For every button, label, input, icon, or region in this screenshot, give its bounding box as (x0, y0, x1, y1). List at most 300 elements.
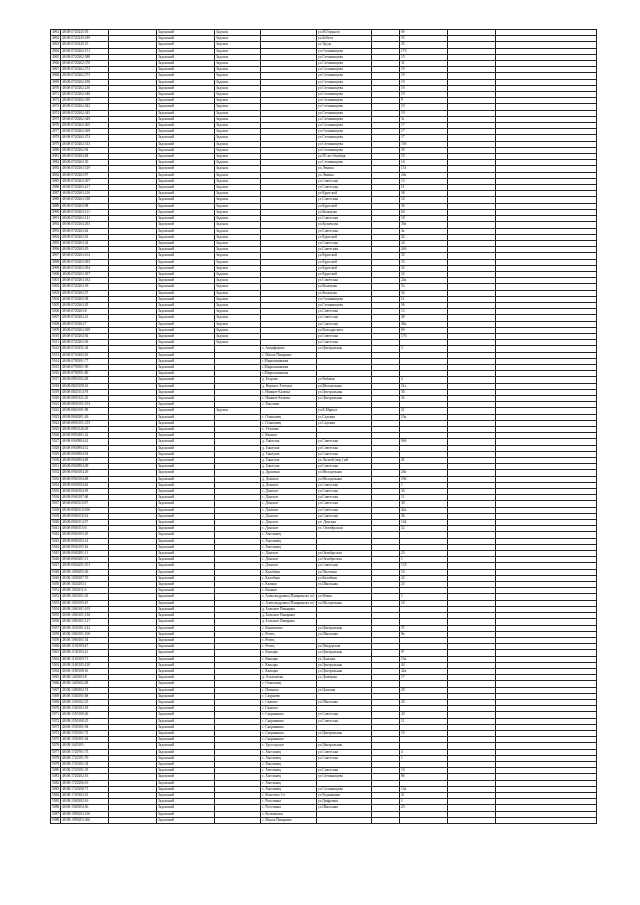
table-body (51, 30, 597, 824)
table-cell: Задонский (157, 451, 215, 457)
table-cell: ул.Степанищева (317, 98, 372, 104)
table-cell: ул.Степанищева (317, 92, 372, 98)
table-cell: Задонск (215, 247, 261, 253)
table-cell: ул.Крупской (317, 259, 372, 265)
table-cell: ул.Рябовая (317, 377, 372, 383)
table-cell: 48:08:0720263:397 (61, 271, 109, 277)
table-cell: 48:08:0720263:102 (61, 253, 109, 259)
table-cell: Задонск (215, 30, 261, 36)
table-cell: ул.Школьная (317, 631, 372, 637)
table-cell: 48:08:1060101:103 (61, 606, 109, 612)
table-cell: 48:08:0940114:37 (61, 520, 109, 526)
table-cell: 48:08:0720262:388 (61, 54, 109, 60)
table-cell: 11 (400, 296, 448, 302)
table-cell: 5006 (52, 309, 60, 314)
table-cell: ул.Центральная (317, 743, 372, 749)
table-cell: Задонский (157, 30, 215, 36)
table-cell: ул.Степанищева (317, 48, 372, 54)
table-cell: Задонский (157, 594, 215, 600)
table-cell: 48:08:0720262:216 (61, 85, 109, 91)
table-cell: Задонский (157, 470, 215, 476)
table-cell: 69 (400, 30, 448, 36)
table-cell: 10а (400, 414, 448, 420)
table-cell: с. Калабино (261, 575, 317, 581)
table-cell: 10 (400, 730, 448, 736)
table-cell: 4977 (52, 129, 60, 134)
table-cell: 17 (400, 123, 448, 129)
table-cell: с. Хмелинец (261, 544, 317, 550)
table-cell: 29 (400, 147, 448, 153)
table-cell: 144 (400, 520, 448, 526)
table-cell: 25 (400, 42, 448, 48)
table-cell: 13 (400, 178, 448, 184)
table-cell: Задонский (157, 427, 215, 433)
table-cell: Задонский (157, 613, 215, 619)
table-cell: 5008 (52, 321, 60, 326)
table-cell: с.Мирошниковка (261, 371, 317, 377)
table-cell: Задонский (157, 358, 215, 364)
table-cell: Задонск (215, 166, 261, 172)
table-cell: с. Анциферово (261, 346, 317, 352)
table-cell: Задонск (215, 154, 261, 160)
table-cell: 48:08:1540101:68 (61, 693, 109, 699)
table-cell: 4979 (52, 141, 60, 146)
table-cell: ул.Советская (317, 333, 372, 339)
table-cell: 4974 (52, 110, 60, 115)
table-cell: 19 (400, 104, 448, 110)
table-cell: 48:08:1020203:1 (61, 582, 109, 588)
table-cell: 4991 (52, 216, 60, 221)
table-cell: Задонский (157, 383, 215, 389)
table-cell: Задонский (157, 768, 215, 774)
table-cell: 48:08:1550101:64 (61, 737, 109, 743)
table-cell: Задонский (157, 48, 215, 54)
table-cell: Задонский (157, 513, 215, 519)
table-cell: с.Мирошниковка (261, 358, 317, 364)
table-cell: ул.Центральная (317, 730, 372, 736)
table-cell: 48:08:1550100:25 (61, 718, 109, 724)
table-cell: Задонск (215, 147, 261, 153)
table-cell: Задонский (157, 371, 215, 377)
table-cell: 4981 (52, 154, 60, 159)
table-cell: с. Калабино (261, 569, 317, 575)
table-cell: 4966 (52, 61, 60, 66)
table-cell: с. Ольшанец (261, 414, 317, 420)
table-cell: ул.Труда (317, 42, 372, 48)
table-cell: ул.Бебеля (317, 36, 372, 42)
table-cell: 5078 (52, 755, 60, 760)
table-cell: д. Верхнее Хаттуки (261, 383, 317, 389)
table-cell: 5077 (52, 749, 60, 754)
table-cell: Задонский (157, 172, 215, 178)
table-cell: д. Гнилуша (261, 451, 317, 457)
table-cell: 48:08:0720331:34 (61, 346, 109, 352)
table-cell: д. Гнилуша (261, 445, 317, 451)
table-cell: ул.Молодежная (317, 470, 372, 476)
table-cell: 20 (400, 712, 448, 718)
table-cell: 1 (400, 799, 448, 805)
table-cell: Задонский (157, 780, 215, 786)
table-cell: Задонск (215, 116, 261, 122)
table-cell: 48:08:0720262:373 (61, 73, 109, 79)
table-cell: 48:08:0720263:30 (61, 160, 109, 166)
table-cell: 34 (400, 395, 448, 401)
table-cell: 1 (400, 594, 448, 600)
table-cell: ул.Советская (317, 321, 372, 327)
table-cell: Задонск (215, 104, 261, 110)
table-cell: 17а (400, 166, 448, 172)
table-cell: 48:08:0720262:342 (61, 104, 109, 110)
table-cell: 21 (400, 792, 448, 798)
table-cell: с. Хмелинец (261, 755, 317, 761)
table-cell: Задонский (157, 340, 215, 346)
table-cell: 17 (400, 675, 448, 681)
table-cell: Задонский (157, 476, 215, 482)
table-cell: 48:08:0820101:98 (61, 408, 109, 414)
table-cell: Задонский (157, 240, 215, 246)
table-cell: Задонск (215, 278, 261, 284)
table-cell: Задонский (157, 104, 215, 110)
table-cell: Задонский (157, 532, 215, 538)
table-cell: с. Донское (261, 551, 317, 557)
table-cell: Задонский (157, 520, 215, 526)
table-cell (317, 817, 372, 823)
table-cell: 5017 (52, 377, 60, 382)
table-cell: 5058 (52, 631, 60, 636)
table-cell: 20 (400, 687, 448, 693)
table-cell: Задонский (157, 209, 215, 215)
table-cell: Задонский (157, 73, 215, 79)
table-cell: Задонск (215, 185, 261, 191)
table-cell: ул.Степанищева (317, 54, 372, 60)
table-cell: Задонский (157, 420, 215, 426)
table-cell: 19 (400, 85, 448, 91)
table-cell: 4961 (52, 30, 60, 34)
table-cell: ул.Степанищева (317, 302, 372, 308)
table-cell: ул.Родниковая (317, 792, 372, 798)
table-cell: 48:08:1940302:16 (61, 799, 109, 805)
table-cell: Задонский (157, 693, 215, 699)
table-cell: 5046 (52, 557, 60, 562)
table-cell: 5066 (52, 681, 60, 686)
table-cell: ул.Советская (317, 563, 372, 569)
table-cell: Задонский (157, 377, 215, 383)
table-cell: 5079 (52, 761, 60, 766)
table-cell: Задонский (157, 197, 215, 203)
table-cell: Задонск (215, 42, 261, 48)
table-cell: с. Трусгодское (261, 743, 317, 749)
table-cell: с. Кузьмашки (261, 811, 317, 817)
table-cell: ул.Цонская (317, 687, 372, 693)
table-cell: 48:08:0940201:101 (61, 563, 109, 569)
table-cell: ул.Советская (317, 749, 372, 755)
table-cell: Задонский (157, 160, 215, 166)
table-cell: ул.Центральная (317, 389, 372, 395)
table-cell: 14 (400, 197, 448, 203)
table-cell: 41 (400, 458, 448, 464)
table-cell: ул.М.Горького (317, 30, 372, 36)
table-cell: 48:08:0940103:29 (61, 532, 109, 538)
table-cell: 4963 (52, 42, 60, 47)
table-cell: Задонск (215, 98, 261, 104)
table-cell: Задонский (157, 79, 215, 85)
table-cell: 96б (400, 439, 448, 445)
table-cell: 40 (400, 315, 448, 321)
table-cell: 24 (400, 240, 448, 246)
table-cell: 5084 (52, 792, 60, 797)
table-cell: 48:08:0720263:338 (61, 197, 109, 203)
table-cell: 48:08:1030101:142 (61, 625, 109, 631)
table-cell: 48:08:0940904:54 (61, 451, 109, 457)
table-cell: с. Репец (261, 631, 317, 637)
table-cell: 5042 (52, 532, 60, 537)
table-cell: Задонский (157, 761, 215, 767)
table-cell: ул.Степанищева (317, 160, 372, 166)
table-cell: ул.Советская (317, 240, 372, 246)
table-cell: ул.Советская (317, 768, 372, 774)
table-cell: Задонский (157, 445, 215, 451)
table-cell: с. Репец (261, 637, 317, 643)
table-cell: 4986 (52, 185, 60, 190)
table-cell: 5076 (52, 743, 60, 748)
table-cell: ул.Володарского (317, 327, 372, 333)
table-cell: 5050 (52, 582, 60, 587)
table-cell: 48:08:1540102:18 (61, 706, 109, 712)
table-cell: 10 (400, 569, 448, 575)
table-cell: 48:08:1020101:43 (61, 594, 109, 600)
table-cell: с. Ольшанец (261, 681, 317, 687)
table-cell: 48:08:0720262:92 (61, 147, 109, 153)
table-cell: Задонский (157, 259, 215, 265)
table-cell: Задонский (157, 706, 215, 712)
document-page (50, 29, 596, 824)
table-cell: Задонский (157, 743, 215, 749)
table-cell: ул.Ленина (317, 166, 372, 172)
table-cell: с. Александровка (Панаринско го) (261, 600, 317, 606)
table-cell: 48:08:0940103:14 (61, 538, 109, 544)
table-cell: Задонский (157, 284, 215, 290)
table-cell: Задонский (157, 166, 215, 172)
table-cell: ул.Лесной (пер.) ий (317, 458, 372, 464)
table-cell: Задонский (157, 538, 215, 544)
table-cell: Задонский (157, 569, 215, 575)
table-cell: ул.Крупской (317, 203, 372, 209)
table-cell: 48:08:1740302:23 (61, 792, 109, 798)
table-cell: 48:08:0850401:22 (61, 433, 109, 439)
table-cell: Задонский (157, 321, 215, 327)
table-cell: 4972 (52, 98, 60, 103)
table-cell: Задонск (215, 209, 261, 215)
table-cell: с. Репец (261, 644, 317, 650)
table-cell: 48:08:0720263:369 (61, 327, 109, 333)
table-cell: 4975 (52, 116, 60, 121)
table-cell: ул.Степанищева (317, 123, 372, 129)
table-cell: с. Скатное (261, 706, 317, 712)
table-cell: 5028 (52, 445, 60, 450)
table-cell: ул.Кузнецова (317, 222, 372, 228)
table-cell: Задонск (215, 222, 261, 228)
table-cell: ул.Центральная (317, 625, 372, 631)
table-cell: ул.Садовая (317, 414, 372, 420)
table-cell: 5064 (52, 668, 60, 673)
table-cell: ул.Октябрьская (317, 557, 372, 563)
table-cell: 48:08:1620101: (61, 743, 109, 749)
table-cell: ул.Центральная (317, 395, 372, 401)
table-cell: ул.Советская (317, 247, 372, 253)
table-cell: 48:08:1060101:54 (61, 637, 109, 643)
table-cell: ул.Центральная (317, 650, 372, 656)
table-cell: Задонск (215, 61, 261, 67)
table-cell: 48:08:0720245:189 (61, 36, 109, 42)
table-cell: Задонский (157, 352, 215, 358)
table-cell: 97 (400, 650, 448, 656)
table-cell: 4967 (52, 67, 60, 72)
table-cell: с. Скорнякино (261, 718, 317, 724)
table-cell: с. Донское (261, 495, 317, 501)
table-cell: 4989 (52, 203, 60, 208)
table-cell: 48:08:0940110:14 (61, 513, 109, 519)
table-cell: 4993 (52, 228, 60, 233)
table-cell: 4994 (52, 234, 60, 239)
table-cell: 48:08:0940105:62 (61, 544, 109, 550)
table-cell: с. Скатное (261, 699, 317, 705)
table-cell: Задонский (157, 464, 215, 470)
table-cell: Задонский (157, 154, 215, 160)
table-cell: 5054 (52, 606, 60, 611)
table-cell: с. Хмелинец (261, 768, 317, 774)
table-cell: Задонский (157, 631, 215, 637)
table-cell (496, 817, 597, 823)
table-cell: Задонский (157, 364, 215, 370)
table-cell: 4964 (52, 48, 60, 53)
table-cell: д. Егорово (261, 377, 317, 383)
table-cell: 48:08:0940104:95 (61, 489, 109, 495)
table-cell: ул.Советская (317, 228, 372, 234)
table-cell: 48:08:1130303:47 (61, 644, 109, 650)
table-cell: ул.Крупской (317, 234, 372, 240)
table-cell: 5051 (52, 588, 60, 593)
table-cell: Задонский (157, 61, 215, 67)
table-cell: Задонск (215, 67, 261, 73)
table-cell: 5039 (52, 513, 60, 518)
table-cell: 48:08:1990203:160 (61, 811, 109, 817)
table-cell: Задонский (157, 191, 215, 197)
table-cell: ул.Советская (317, 439, 372, 445)
table-cell: 4962 (52, 36, 60, 41)
table-cell: ул.Советская (317, 755, 372, 761)
table-cell: 48:08:1180308:16 (61, 668, 109, 674)
table-cell: с. Хмелинец (261, 749, 317, 755)
table-cell: 48:08:0720262:374 (61, 135, 109, 141)
table-cell: 10б (400, 141, 448, 147)
table-cell: ул.Советская (317, 712, 372, 718)
table-cell: 3 (400, 346, 448, 352)
table-cell: Задонск (215, 123, 261, 129)
table-cell: 48:08:1130303:71 (61, 656, 109, 662)
table-cell: ул. Донская (317, 520, 372, 526)
table-cell (372, 817, 400, 823)
table-cell: 5069 (52, 699, 60, 704)
table-cell: с. Нижнее Казачье (261, 389, 317, 395)
table-cell: 48:08:1720202:16 (61, 774, 109, 780)
table-cell: 5041 (52, 526, 60, 531)
table-cell: Задонский (157, 98, 215, 104)
table-cell: Задонский (157, 681, 215, 687)
table-cell: 5011 (52, 340, 60, 345)
table-cell: 1 (400, 482, 448, 488)
table-cell: Задонский (157, 575, 215, 581)
table-cell: 48:08:0940904:12 (61, 445, 109, 451)
table-cell: Задонский (157, 327, 215, 333)
table-cell: 5023 (52, 414, 60, 419)
table-cell: 4973 (52, 104, 60, 109)
table-cell: 48:08:0720262:339 (61, 98, 109, 104)
table-cell: Задонский (157, 296, 215, 302)
table-cell: 4998 (52, 259, 60, 264)
table-cell: Задонский (157, 129, 215, 135)
table-cell: 5007 (52, 315, 60, 320)
table-cell: Задонский (157, 650, 215, 656)
table-cell: ул.Степанищева (317, 61, 372, 67)
table-cell: Задонск (215, 333, 261, 339)
table-cell: 48:08:0790501:80 (61, 371, 109, 377)
table-cell: 5057 (52, 625, 60, 630)
table-cell: Задонск (215, 327, 261, 333)
table-cell: ул.Советская (317, 718, 372, 724)
table-cell: с. Донское (261, 526, 317, 532)
table-cell: 5019 (52, 389, 60, 394)
table-cell: 10 (400, 600, 448, 606)
table-cell: Задонск (215, 234, 261, 240)
table-cell: 48:08:0790501:90 (61, 364, 109, 370)
table-cell (109, 817, 157, 823)
table-cell: 48:08:0720263:39 (61, 284, 109, 290)
table-cell: 5002 (52, 284, 60, 289)
table-cell: Задонский (157, 495, 215, 501)
table-cell: 5034 (52, 482, 60, 487)
table-cell: 5025 (52, 427, 60, 431)
table-cell: с. Донское (261, 520, 317, 526)
table-cell: 19 (400, 110, 448, 116)
table-cell: 48:08:0940110:97 (61, 501, 109, 507)
table-cell: Задонский (157, 526, 215, 532)
table-cell: Задонский (157, 389, 215, 395)
table-cell: с. Хмелинец (261, 532, 317, 538)
table-cell: 48:08:0720263:217 (61, 185, 109, 191)
table-cell: 48:08:1130303:41 (61, 650, 109, 656)
table-cell: ул.Советская (317, 185, 372, 191)
table-cell: 4970 (52, 85, 60, 90)
table-cell: 5087 (52, 811, 60, 816)
table-cell: Задонский (157, 265, 215, 271)
table-cell: 60 (400, 209, 448, 215)
table-cell: 48:08:1720208:71 (61, 786, 109, 792)
table-cell: 5009 (52, 327, 60, 332)
table-cell: Задонск (215, 141, 261, 147)
table-cell: с. Скорнякино (261, 737, 317, 743)
table-cell: 5014 (52, 358, 60, 363)
table-cell: 48:08:0720262:345 (61, 110, 109, 116)
table-cell: 48:08:1060101:127 (61, 619, 109, 625)
table-cell: ул.Школьная (317, 582, 372, 588)
table-cell: 5005 (52, 302, 60, 307)
table-cell: ул.Советская (317, 315, 372, 321)
table-cell: Задонск (215, 73, 261, 79)
table-cell: 48:08:0720263:97 (61, 172, 109, 178)
table-cell: д. Ольховатка (261, 675, 317, 681)
table-cell: 4992 (52, 222, 60, 227)
table-cell: 48:08:1000207:70 (61, 575, 109, 581)
